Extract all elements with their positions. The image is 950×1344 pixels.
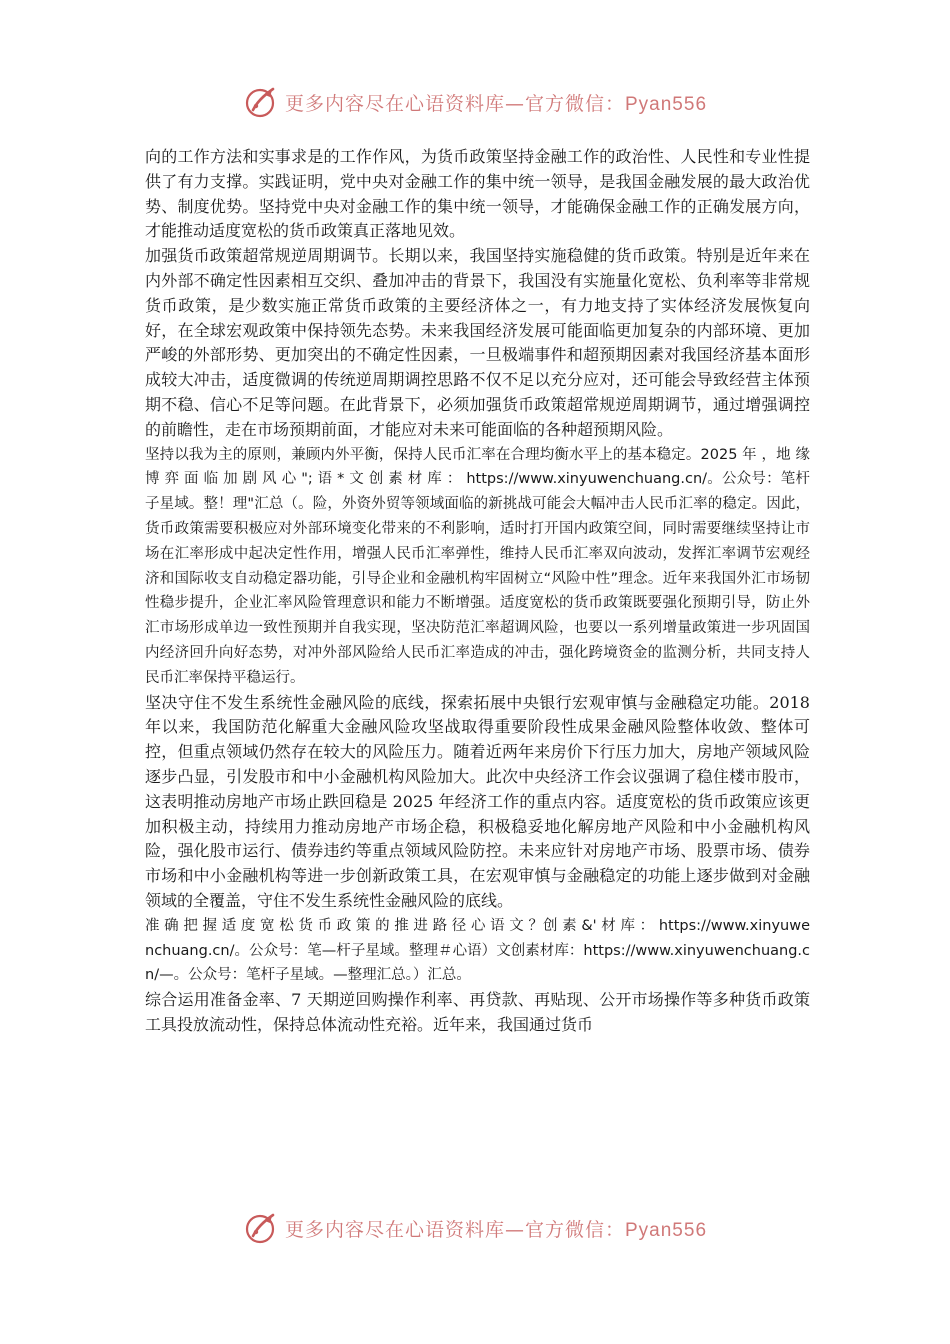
paragraph-liquidity: 综合运用准备金率、7 天期逆回购操作利率、再贷款、再贴现、公开市场操作等多种货币政策工具投放流动性，保持总体流动性充裕。近年来，我国通过货币 — [145, 990, 810, 1034]
paragraph-heading-path: 准 确 把 握 适 度 宽 松 货 币 政 策 的 推 进 路 径 心 语 文 ？创 素 &' 材 库 ： https://www.xinyuwenchuang.cn/。公众号：笔—杆子星域。整理＃心语）文创素材库：https://www.xinyuwenchuang.cn/—。公众号：笔杆子星域。—整理汇总。）汇总。 — [145, 917, 810, 984]
paragraph-leadership: 向的工作方法和实事求是的工作作风，为货币政策坚持金融工作的政治性、人民性和专业性提供了有力支撑。实践证明，党中央对金融工作的集中统一领导，是我国金融发展的最大政治优势、制度优势。坚持党中央对金融工作的集中统一领导，才能确保金融工作的正确发展方向，才能推动适度宽松的货币政策真正落地见效。 — [145, 147, 810, 241]
wechat-id: Pyan556 — [625, 93, 708, 115]
banner-label: 更多内容尽在心语资料库—官方微信： — [284, 1218, 625, 1241]
document-body — [145, 145, 810, 1038]
banner-label: 更多内容尽在心语资料库—官方微信： — [284, 92, 625, 115]
header-banner — [0, 82, 950, 122]
xinyu-logo-icon — [243, 84, 279, 120]
paragraph-countercyclical: 加强货币政策超常规逆周期调节。长期以来，我国坚持实施稳健的货币政策。特别是近年来在内外部不确定性因素相互交织、叠加冲击的背景下，我国没有实施量化宽松、负利率等非常规货币政策，是少数实施正常货币政策的主要经济体之一，有力地支持了实体经济发展恢复向好，在全球宏观政策中保持领先态势。未来我国经济发展可能面临更加复杂的内部环境、更加严峻的外部形势、更加突出的不确定性因素，一旦极端事件和超预期因素对我国经济基本面形成较大冲击，适度微调的传统逆周期调控思路不仅不足以充分应对，还可能会导致经营主体预期不稳、信心不足等问题。在此背景下，必须加强货币政策超常规逆周期调节，通过增强调控的前瞻性，走在市场预期前面，才能应对未来可能面临的各种超预期风险。 — [145, 246, 810, 439]
banner-text — [285, 1215, 707, 1242]
xinyu-logo-icon — [243, 1210, 279, 1246]
wechat-id: Pyan556 — [625, 1219, 708, 1241]
paragraph-financial-risk: 坚决守住不发生系统性金融风险的底线，探索拓展中央银行宏观审慎与金融稳定功能。2018 年以来，我国防范化解重大金融风险攻坚战取得重要阶段性成果金融风险整体收敛、整体可控，但重点领域仍然存在较大的风险压力。随着近两年来房价下行压力加大，房地产领域风险逐步凸显，引发股市和中小金融机构风险加大。此次中央经济工作会议强调了稳住楼市股市，这表明推动房地产市场止跌回稳是 2025 年经济工作的重点内容。适度宽松的货币政策应该更加积极主动，持续用力推动房地产市场企稳，积极稳妥地化解房地产风险和中小金融机构风险，强化股市运行、债券违约等重点领域风险防控。未来应针对房地产市场、股票市场、债券市场和中小金融机构等进一步创新政策工具，在宏观审慎与金融稳定的功能上逐步做到对金融领域的全覆盖，守住不发生系统性金融风险的底线。 — [145, 692, 810, 910]
footer-banner — [0, 1208, 950, 1248]
banner-text — [285, 89, 707, 116]
paragraph-exchange-rate: 坚持以我为主的原则，兼顾内外平衡，保持人民币汇率在合理均衡水平上的基本稳定。2025 年 ，地 缘 博 弈 面 临 加 剧 风 心 "; 语 * 文 创 素 材 库 ： https://www.xinyuwenchuang.cn/。公众号：笔杆子星域。整！理"汇总（。险，外资外贸等领域面临的新挑战可能会大幅冲击人民币汇率的稳定。因此，货币政策需要积极应对外部环境变化带来的不利影响，适时打开国内政策空间，同时需要继续坚持让市场在汇率形成中起决定性作用，增强人民币汇率弹性，维持人民币汇率双向波动，发挥汇率调节宏观经济和国际收支自动稳定器功能，引导企业和金融机构牢固树立“风险中性”理念。近年来我国外汇市场韧性稳步提升，企业汇率风险管理意识和能力不断增强。适度宽松的货币政策既要强化预期引导，防止外汇市场形成单边一致性预期并自我实现，坚决防范汇率超调风险，也要以一系列增量政策进一步巩固国内经济回升向好态势，对冲外部风险给人民币汇率造成的冲击，强化跨境资金的监测分析，共同支持人民币汇率保持平稳运行。 — [145, 446, 810, 686]
